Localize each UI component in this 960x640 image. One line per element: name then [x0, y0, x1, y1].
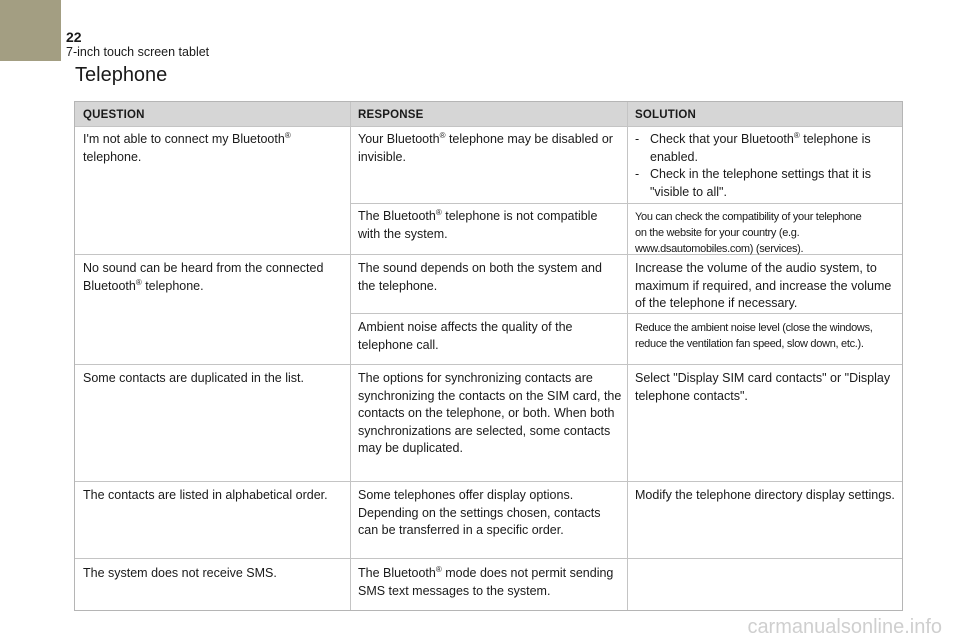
page-number: 22: [66, 29, 82, 45]
response-cell: The Bluetooth® telephone is not compatible with the system.: [358, 208, 598, 241]
solution-cell: [635, 131, 897, 201]
column-header-question: QUESTION: [83, 109, 145, 121]
response-cell: Ambient noise affects the quality of the telephone call.: [358, 320, 573, 352]
row-divider: [75, 558, 902, 559]
solution-list: [635, 131, 897, 201]
question-cell: The contacts are listed in alphabetical order.: [83, 488, 328, 502]
sub-row-divider: [350, 313, 902, 314]
response-cell: The sound depends on both the system and the telephone.: [358, 261, 602, 293]
solution-cell: Select "Display SIM card contacts" or "Display telephone contacts".: [635, 371, 891, 403]
question-cell: The system does not receive SMS.: [83, 566, 277, 580]
row-divider: [75, 126, 902, 127]
question-cell: No sound can be heard from the connected Bluetooth® telephone.: [83, 261, 324, 293]
column-divider: [350, 102, 351, 610]
page-color-badge: [0, 0, 61, 61]
solution-cell: Reduce the ambient noise level (close the windows, reduce the ventilation fan speed, slow down, etc.).: [635, 322, 873, 350]
response-cell: Some telephones offer display options. Depending on the settings chosen, contacts can be transferred in a specific order.: [358, 488, 601, 537]
solution-cell: Modify the telephone directory display settings.: [635, 488, 895, 502]
chapter-header: 7-inch touch screen tablet: [66, 45, 210, 59]
response-cell: Your Bluetooth® telephone may be disabled or invisible.: [358, 131, 613, 164]
list-item: - Check in the telephone settings that it is "visible to all".: [635, 167, 871, 199]
sub-row-divider: [350, 203, 902, 204]
row-divider: [75, 364, 902, 365]
faq-table: [74, 101, 903, 611]
solution-cell: You can check the compatibility of your telephone on the website for your country (e.g. www.dsautomobiles.com) (services).: [635, 211, 862, 255]
row-divider: [75, 481, 902, 482]
question-cell: I'm not able to connect my Bluetooth® telephone.: [83, 131, 291, 164]
response-cell: The Bluetooth® mode does not permit sending SMS text messages to the system.: [358, 565, 614, 598]
response-cell: The options for synchronizing contacts are synchronizing the contacts on the SIM card, the contacts on the telephone, or both. When both synchronizations are selected, some contacts may be duplicated.: [358, 371, 622, 455]
list-item: - Check that your Bluetooth® telephone is enabled.: [635, 131, 871, 164]
question-cell: Some contacts are duplicated in the list.: [83, 371, 304, 385]
table-header-row: [75, 102, 902, 126]
column-header-solution: SOLUTION: [635, 109, 697, 121]
section-title: Telephone: [75, 64, 168, 86]
column-header-response: RESPONSE: [358, 109, 424, 121]
column-divider: [627, 102, 628, 610]
solution-cell: Increase the volume of the audio system, to maximum if required, and increase the volume of the telephone if necessary.: [635, 261, 892, 310]
watermark: carmanualsonline.info: [747, 616, 942, 638]
